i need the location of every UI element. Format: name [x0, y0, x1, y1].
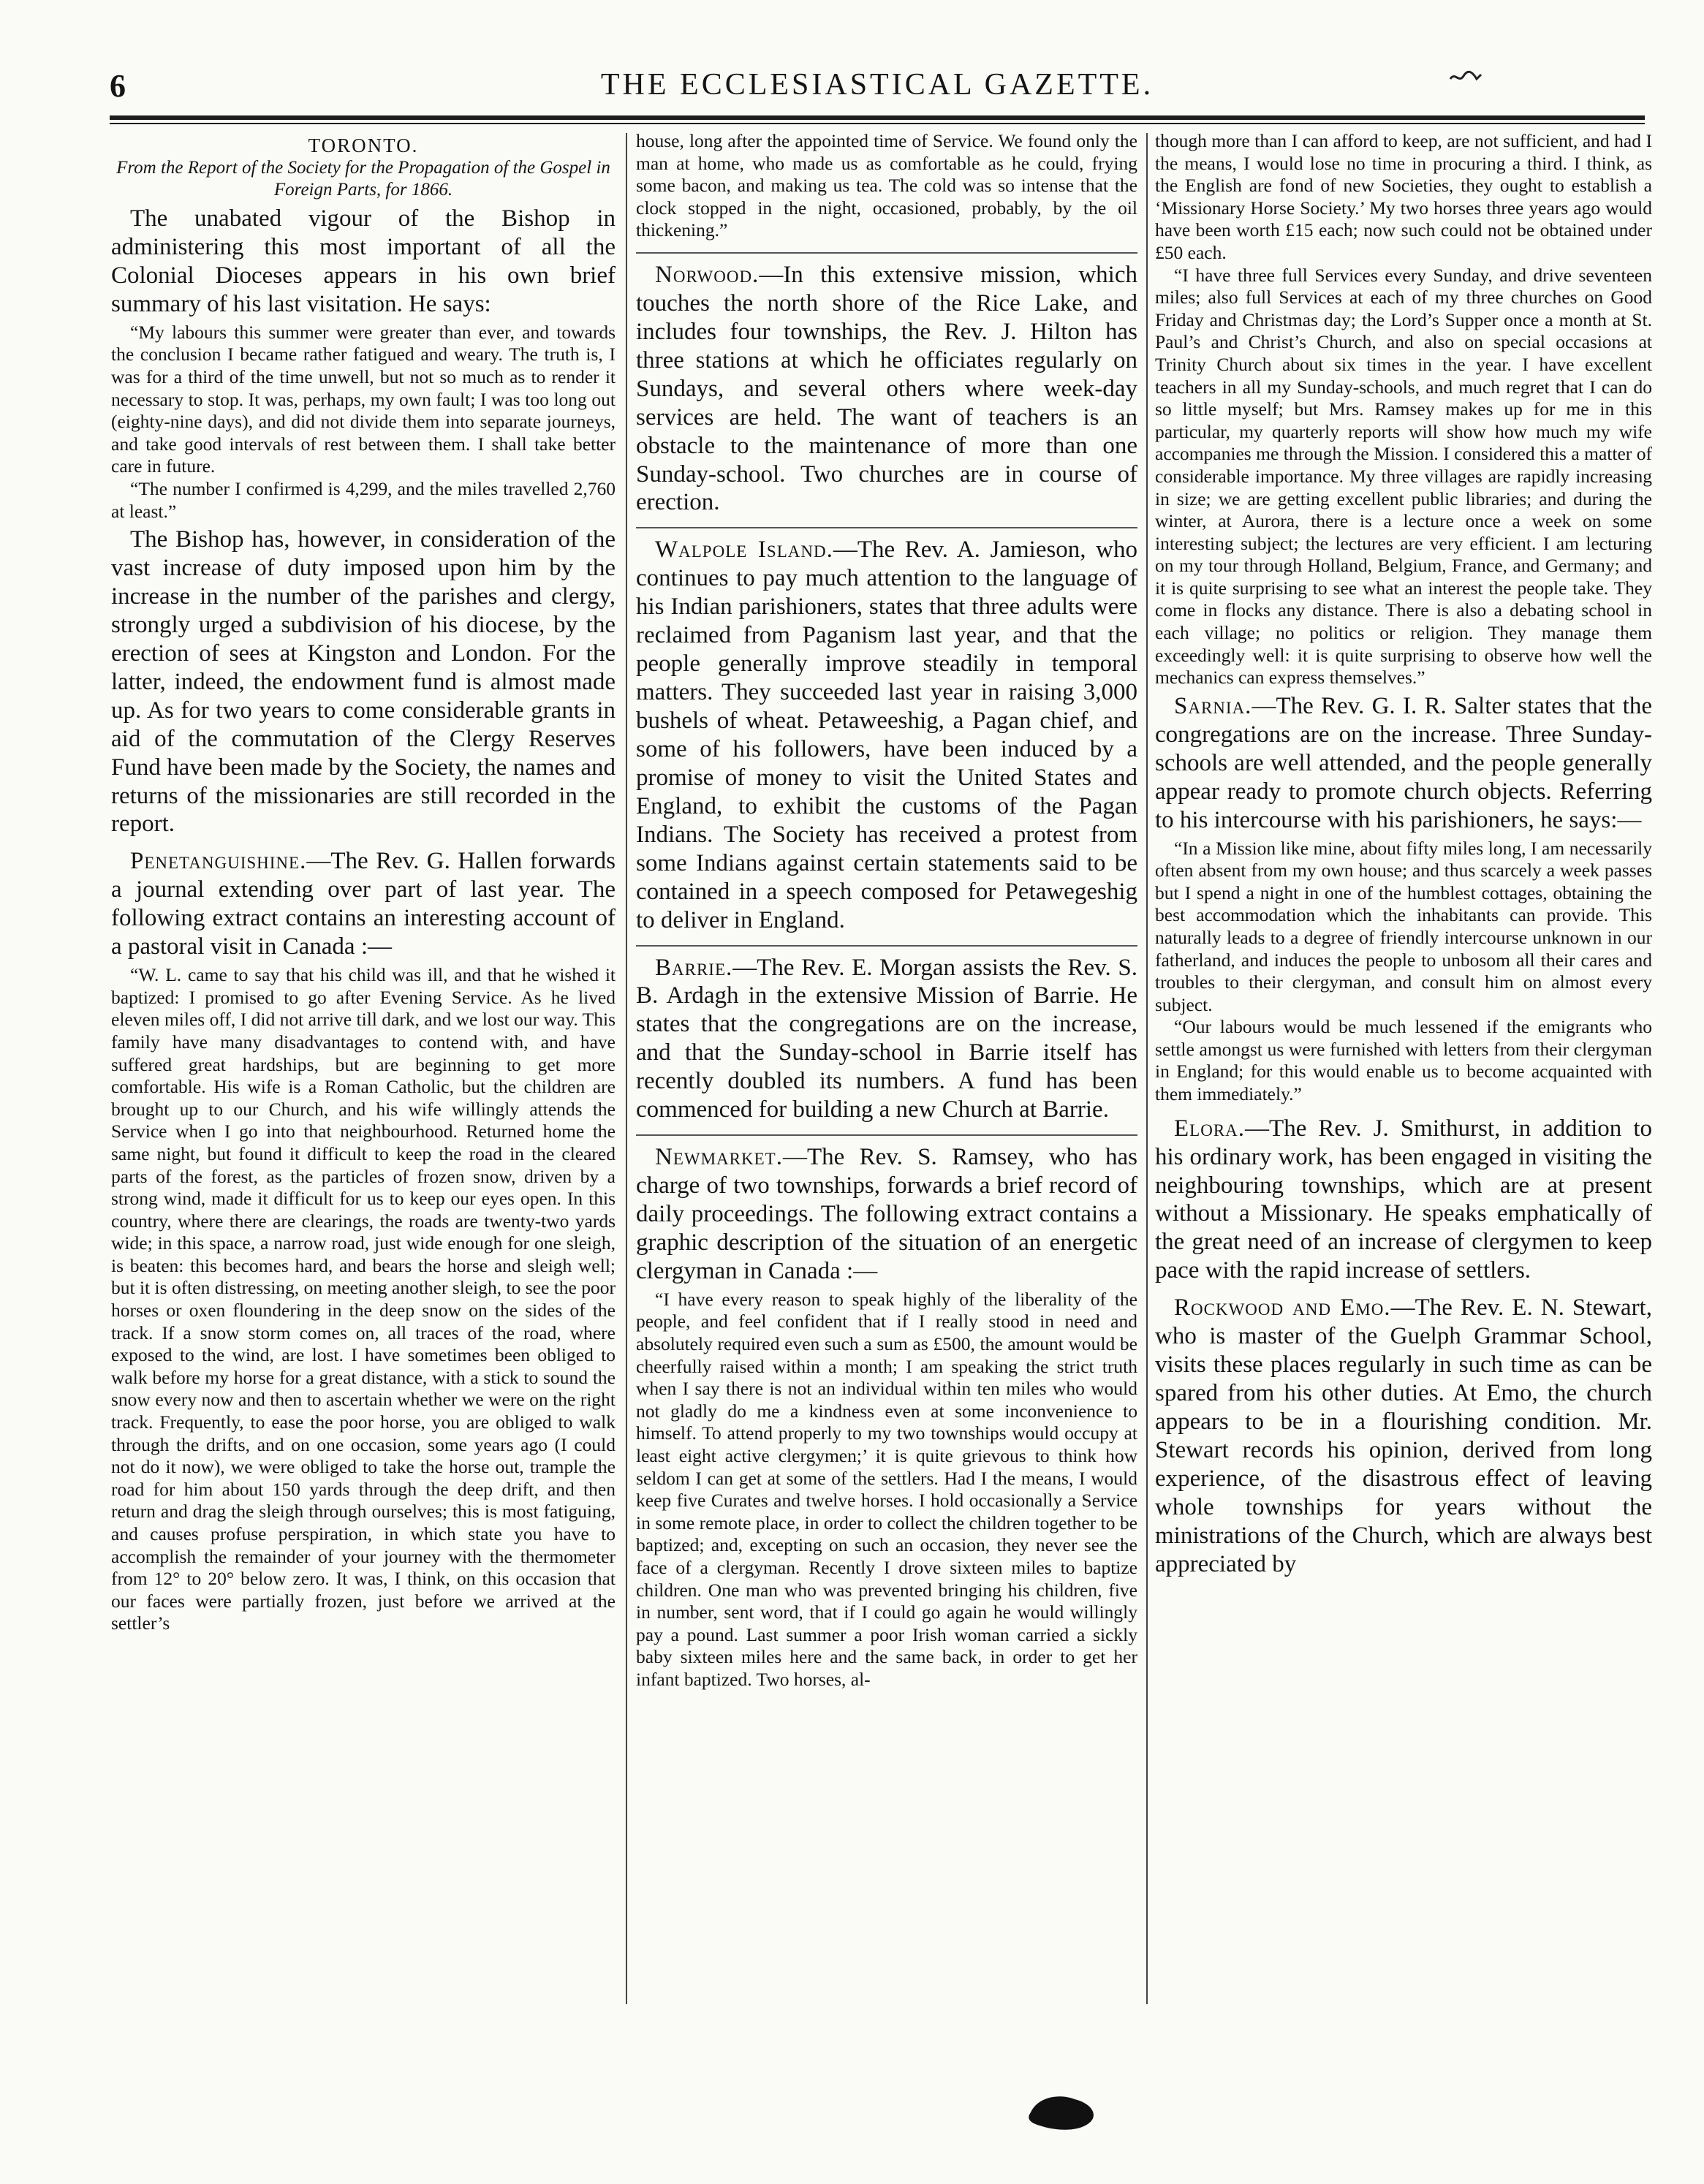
mission-text: —The Rev. G. I. R. Salter states that the congregations are on the increase. Three Sunday-schools are well attended, and the people generally appear ready to promote church objects. Referring to his intercourse with his parishioners, he says:—: [1155, 692, 1652, 833]
mission-entry: [111, 847, 616, 961]
mission-text: —The Rev. S. Ramsey, who has charge of two townships, forwards a brief record of daily proceedings. The following extract contains a graphic description of the situation of an energetic clergyman in Canada :—: [636, 1144, 1137, 1284]
mission-name: Penetanguishine.: [130, 848, 307, 875]
ink-blot-mark: [1023, 2090, 1104, 2134]
mission-entry: [636, 261, 1137, 517]
mission-text: —The Rev. A. Jamieson, who continues to pay much attention to the language of his Indian parishioners, states that three adults were reclaimed from Paganism last year, and that the people generally improve steadily in temporal matters. They succeeded last year in raising 3,000 bushels of wheat. Petaweeshig, a Pagan chief, and some of his followers, have been induced by a promise of money to visit the United States and England, to exhibit the customs of the Pagan Indians. The Society has received a protest from some Indians against certain statements said to be contained in a speech composed for Petawegeshig to deliver in England.: [636, 536, 1137, 933]
mission-text: —The Rev. E. Morgan assists the Rev. S. B. Ardagh in the extensive Mission of Barrie. He states that the congregations are on the increase, and that the Sunday-school in Barrie itself has recently doubled its numbers. A fund has been commenced for building a new Church at Barrie.: [636, 954, 1137, 1123]
column-1: [111, 130, 616, 2089]
mission-text: —The Rev. J. Smithurst, in addition to his ordinary work, has been engaged in visiting the neighbouring townships, which are at present without a Missionary. He speaks emphatically of the great need of an increase of clergymen to keep pace with the rapid increase of settlers.: [1155, 1115, 1652, 1284]
section-separator: [636, 945, 1137, 947]
column-divider: [1146, 133, 1148, 2004]
mission-entry: [636, 954, 1137, 1125]
quoted-paragraph: “The number I confirmed is 4,299, and the miles travelled 2,760 at least.”: [111, 477, 616, 522]
mission-text: —The Rev. G. Hallen forwards a journal extending over part of last year. The following extract contains an interesting account of a pastoral visit in Canada :—: [111, 848, 616, 960]
quoted-paragraph: “W. L. came to say that his child was ill, and that he wished it baptized: I promised to go after Evening Service. As he lived eleven miles off, I did not arrive till dark, and we lost our way. This family have many disadvantages to contend with, and have suffered great hardships, but are beginning to get more comfortable. His wife is a Roman Catholic, but the children are brought up to our Church, and his wife willingly attends the Service when I go into that neighbourhood. Returned home the same night, but found it difficult to keep the road in the cleared parts of the forest, as the particles of frozen snow, driven by a strong wind, made it difficult for us to keep our eyes open. In this country, where there are clearings, the roads are twenty-two yards wide; in this space, a narrow road, just wide enough for one sleigh, is beaten: this becomes hard, and bears the horse and sleigh well; but it is often distressing, on meeting another sleigh, to see the poor horses or oxen floundering in the deep snow on the sides of the track. If a snow storm comes on, all traces of the road, where exposed to the wind, are lost. I have sometimes been obliged to walk before my horse for a great distance, with a stick to sound the snow every now and then to ascertain whether we were on the right track. Frequently, to ease the poor horse, you are obliged to walk through the drifts, and on one occasion, some years ago (I could not do it now), we were obliged to take the horse out, trample the road for him about 150 yards through the deep drift, and then return and drag the sleigh through ourselves; this is most fatiguing, and causes profuse perspiration, in which state you have to accomplish the remainder of your journey with the thermometer from 12° to 20° below zero. It was, I think, on this occasion that our faces were partially frozen, just before we arrived at the settler’s: [111, 964, 616, 1634]
header-rule-thick: [110, 115, 1645, 120]
article-paragraph: The Bishop has, however, in consideration of the vast increase of duty imposed upon him by the increase in the number of the parishes and clergy, strongly urged a subdivision of his diocese, by the erection of sees at Kingston and London. For the latter, indeed, the endowment fund is almost made up. As for two years to come considerable grants in aid of the commutation of the Clergy Reserves Fund have been made by the Society, the names and returns of the missionaries are still recorded in the report.: [111, 526, 616, 838]
mission-name: Sarnia.: [1174, 692, 1252, 719]
mission-text: —In this extensive mission, which touches the north shore of the Rice Lake, and includes four townships, the Rev. J. Hilton has three stations at which he officiates regularly on Sundays, and several others where week-day services are held. The want of teachers is an obstacle to the maintenance of more than one Sunday-school. Two churches are in course of erection.: [636, 261, 1137, 516]
section-heading: TORONTO.: [308, 134, 419, 156]
mission-entry: [1155, 1294, 1652, 1578]
column-divider: [626, 133, 627, 2004]
quoted-paragraph: “I have three full Services every Sunday, and drive seventeen miles; also full Services at each of my three churches on Good Friday and Christmas day; the Lord’s Supper once a month at St. Paul’s and Christ’s Church, and also on special occasions at Trinity Church about six times in the year. I have excellent teachers in all my Sunday-schools, and much regret that I can do so little myself; but Mrs. Ramsey makes up for me in this particular, my quarterly reports will show how much my wife accompanies me through the Mission. I considered this a matter of considerable importance. My three villages are rapidly increasing in size; we are getting excellent public libraries; and during the winter, at Aurora, there is a lecture once a week on some interesting subject; the lectures are very efficient. I am lecturing on my tour through Holland, Belgium, France, and Germany; and it is quite surprising to see what an interest the people take. They come in flocks any distance. There is also a debating school in each village; no politics or religion. They manage them exceedingly well: it is quite surprising to observe how well the mechanics can express themselves.”: [1155, 264, 1652, 689]
mission-name: Elora.: [1174, 1115, 1246, 1142]
source-citation: From the Report of the Society for the Propagation of the Gospel in Foreign Parts, for 1866.: [116, 158, 610, 200]
mission-entry: [636, 536, 1137, 934]
section-separator: [636, 252, 1137, 254]
mission-name: Norwood.: [655, 261, 760, 288]
page-number: 6: [110, 68, 126, 104]
mission-entry: [1155, 692, 1652, 835]
section-separator: [636, 1134, 1137, 1136]
page-header: [110, 67, 1645, 111]
mission-name: Barrie.: [655, 954, 733, 981]
mission-name: Walpole Island.: [655, 536, 833, 564]
column-2: [636, 130, 1137, 2089]
mission-name: Newmarket.: [655, 1144, 783, 1171]
header-rule-thin: [110, 123, 1645, 124]
mission-text: —The Rev. E. N. Stewart, who is master of the Guelph Grammar School, visits these places regularly in such time as can be spared from his other duties. At Emo, the church appears to be in a flourishing condition. Mr. Stewart records his opinion, derived from long experience, of the disastrous effect of leaving whole townships for years without the ministrations of the Church, which are always best appreciated by: [1155, 1294, 1652, 1577]
article-paragraph: The unabated vigour of the Bishop in administering this most important of all the Colonial Dioceses appears in his own brief summary of his last visitation. He says:: [111, 205, 616, 317]
mission-entry: [636, 1143, 1137, 1286]
quoted-paragraph: “Our labours would be much lessened if the emigrants who settle amongst us were furnished with letters from their clergyman in England; for this would enable us to become acquainted with them immediately.”: [1155, 1016, 1652, 1105]
column-3: [1155, 130, 1652, 2089]
mission-entry: [1155, 1115, 1652, 1286]
quoted-paragraph: “I have every reason to speak highly of the liberality of the people, and feel confident that if I really stood in need and absolutely required even such a sum as £500, the amount would be cheerfully raised within a month; I am speaking the strict truth when I say there is not an individual within ten miles who would not gladly do me a kindness even at some inconvenience to himself. To attend properly to my two townships would occupy at least eight active clergymen;’ it is quite grievous to think how seldom I can get at some of the settlers. Had I the means, I would keep five Curates and twelve horses. I hold occasionally a Service in some remote place, in order to collect the children together to be baptized; and, excepting on such an occasion, they never see the face of a clergyman. Recently I drove sixteen miles to baptize children. One man who was prevented bringing his children, five in number, sent word, that if I could go again he would willingly pay a pound. Last summer a poor Irish woman carried a sickly baby sixteen miles here and the same back, in order to get her infant baptized. Two horses, al-: [636, 1288, 1137, 1690]
quoted-paragraph: “My labours this summer were greater than ever, and towards the conclusion I became rather fatigued and weary. The truth is, I was for a third of the time unwell, but not so much as to render it necessary to stop. It was, perhaps, my own fault; I was too long out (eighty-nine days), and did not divide them into separate journeys, and take good intervals of rest between them. I shall take better care in future.: [111, 321, 616, 477]
quoted-paragraph: “In a Mission like mine, about fifty miles long, I am necessarily often absent from my own house; and thus scarcely a week passes but I spend a night in one of the humblest cottages, obtaining the best accommodation which the inhabitants can provide. This naturally leads to a degree of friendly intercourse unknown in our fatherland, and induces the people to unbosom all their cares and troubles to their clergyman, and consult him on almost every subject.: [1155, 837, 1652, 1015]
section-separator: [636, 527, 1137, 528]
quoted-paragraph: house, long after the appointed time of Service. We found only the man at home, who made us as comfortable as he could, frying some bacon, and making us tea. The cold was so intense that the clock stopped in the night, occasioned, probably, by the oil thickening.”: [636, 130, 1137, 241]
handwritten-mark: [1447, 69, 1484, 92]
quoted-paragraph: though more than I can afford to keep, are not sufficient, and had I the means, I would lose no time in procuring a third. I think, as the English are fond of new Societies, they ought to establish a ‘Missionary Horse Society.’ My two horses three years ago would have been worth £15 each; now such could not be obtained under £50 each.: [1155, 130, 1652, 263]
masthead-title: THE ECCLESIASTICAL GAZETTE.: [600, 68, 1154, 102]
mission-name: Rockwood and Emo.: [1174, 1294, 1391, 1322]
